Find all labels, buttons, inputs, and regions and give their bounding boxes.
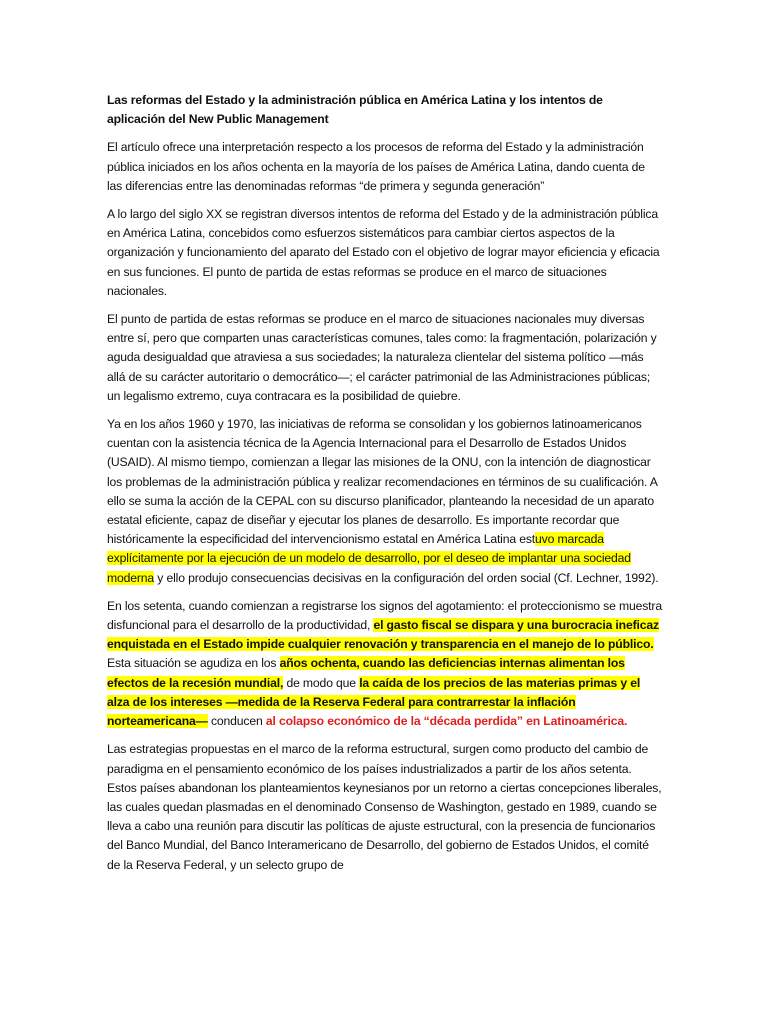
paragraph-los-setenta: [107, 597, 663, 731]
paragraph-text: y ello produjo consecuencias decisivas en la configuración del orden social (Cf. Lechner, 1992).: [154, 570, 659, 585]
paragraph-text: Esta situación se agudiza en los: [107, 656, 280, 671]
paragraph-abstract: El artículo ofrece una interpretación respecto a los procesos de reforma del Estado y la administración pública iniciados en los años ochenta en la mayoría de los países de América Latina, dando cuenta de las diferencias entre las denominadas reformas “de primera y segunda generación”: [107, 140, 645, 193]
paragraph-anos-1960-1970: [107, 415, 663, 588]
document-title: Las reformas del Estado y la administración pública en América Latina y los intentos de aplicación del New Public Management: [107, 93, 603, 127]
paragraph-punto-de-partida: El punto de partida de estas reformas se produce en el marco de situaciones nacionales muy diversas entre sí, pero que comparten unas características comunes, tales como: la fragmentación, polarización y aguda desigualdad que atraviesa a sus sociedades; la naturaleza clientelar del sistema político —más allá de su carácter autoritario o democrático—; el carácter patrimonial de las Administraciones públicas; un legalismo extremo, cuya contracara es la posibilidad de quiebre.: [107, 312, 657, 403]
highlighted-text: la caída de los precios de las materias primas y el alza de los intereses —medida de la Reserva Federal para contrarrestar la inflación norteamericana—: [107, 675, 641, 729]
paragraph-text: Ya en los años 1960 y 1970, las iniciativas de reforma se consolidan y los gobiernos latinoamericanos cuentan con la asistencia técnica de la Agencia Internacional para el Desarrollo de Estados Unidos (USAID). Al mismo tiempo, comienzan a llegar las misiones de la ONU, con la intención de diagnosticar los problemas de la administración pública y realizar recomendaciones en términos de su cualificación. A ello se suma la acción de la CEPAL con su discurso planificador, planteando la necesidad de un aparato estatal eficiente, capaz de diseñar y ejecutar los planes de desarrollo. Es importante recordar que históricamente la especificidad del intervencionismo estatal en América Latina est: [107, 417, 658, 547]
highlighted-text: el gasto fiscal se dispara y una burocracia ineficaz enquistada en el Estado impide cualquier renovación y transparencia en el manejo de lo público.: [107, 618, 659, 652]
red-emphasis-text: al colapso económico de la “década perdida” en Latinoamérica.: [265, 714, 628, 729]
highlighted-text: años ochenta, cuando las deficiencias internas alimentan los efectos de la recesión mundial,: [107, 656, 625, 690]
document-body: [107, 91, 663, 884]
paragraph-text: conducen: [207, 714, 266, 729]
paragraph-text: de modo que: [283, 675, 360, 690]
paragraph-estrategias: Las estrategias propuestas en el marco de la reforma estructural, surgen como producto del cambio de paradigma en el pensamiento económico de los países industrializados a partir de los años setenta. Estos países abandonan los planteamientos keynesianos por un retorno a ciertas concepciones liberales, las cuales quedan plasmadas en el denominado Consenso de Washington, gestado en 1989, cuando se lleva a cabo una reunión para discutir las políticas de ajuste estructural, con la presencia de funcionarios del Banco Mundial, del Banco Interamericano de Desarrollo, del gobierno de Estados Unidos, el comité de la Reserva Federal, y un selecto grupo de: [107, 742, 662, 872]
highlighted-text: uvo marcada explícitamente por la ejecución de un modelo de desarrollo, por el deseo de implantar una sociedad moderna: [107, 532, 631, 585]
paragraph-siglo-xx: A lo largo del siglo XX se registran diversos intentos de reforma del Estado y de la administración pública en América Latina, concebidos como esfuerzos sistemáticos para cambiar ciertos aspectos de la organización y funcionamiento del aparato del Estado con el objetivo de lograr mayor eficiencia y eficacia en sus funciones. El punto de partida de estas reformas se produce en el marco de situaciones nacionales.: [107, 207, 660, 298]
paragraph-text: En los setenta, cuando comienzan a registrarse los signos del agotamiento: el proteccionismo se muestra disfuncional para el desarrollo de la productividad,: [107, 598, 662, 633]
